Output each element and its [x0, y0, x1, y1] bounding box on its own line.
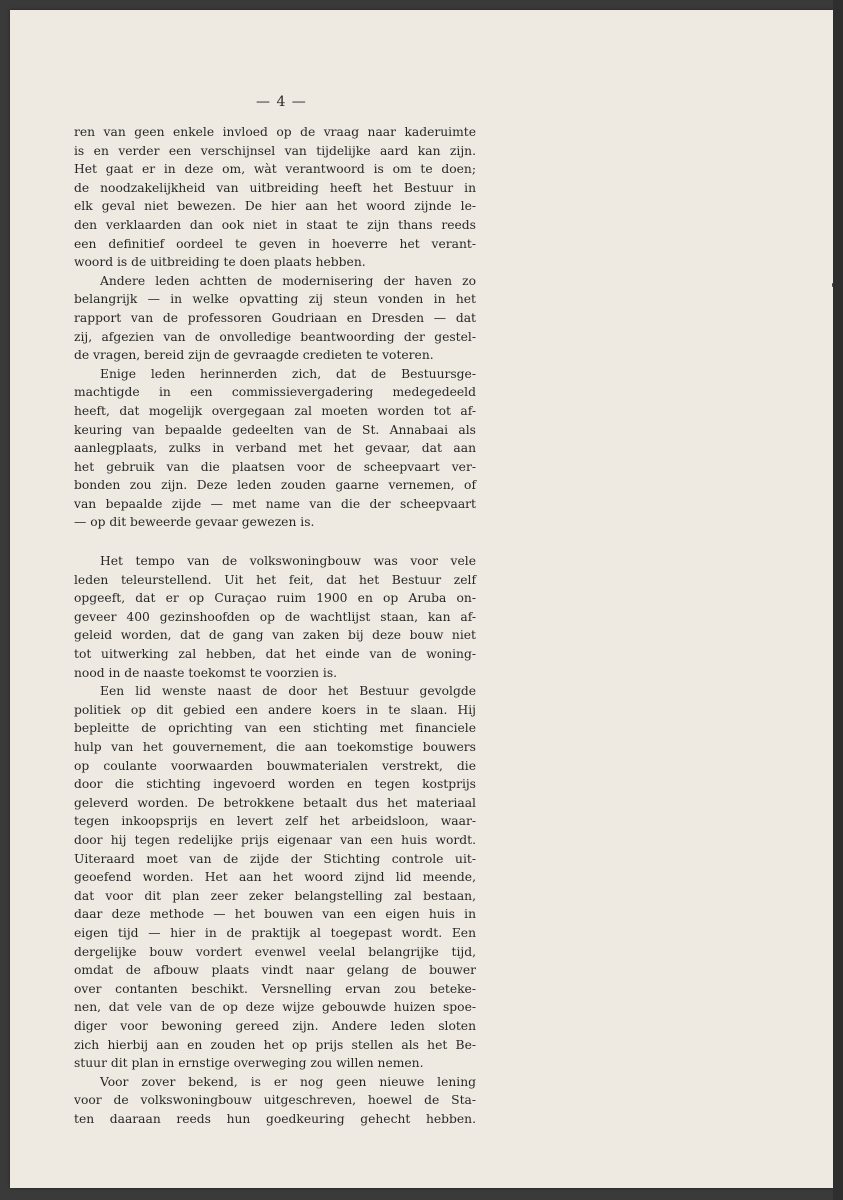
text-line: ten daaraan reeds hun goedkeuring gehecht hebben. — [74, 1111, 476, 1126]
text-line: de noodzakelijkheid van uitbreiding heeft het Bestuur in — [74, 180, 476, 195]
text-line: Het tempo van de volkswoningbouw was voor vele — [100, 554, 476, 569]
text-line: — op dit beweerde gevaar gewezen is. — [74, 515, 315, 530]
text-line: heeft, dat mogelijk overgegaan zal moeten worden tot af- — [74, 403, 476, 418]
text-line: een definitief oordeel te geven in hoeverre het verant- — [74, 236, 476, 251]
text-line: omdat de afbouw plaats vindt naar gelang de bouwer — [74, 963, 476, 978]
page-number: — 4 — — [256, 94, 307, 110]
text-line: het gebruik van die plaatsen voor de scheepvaart ver- — [74, 459, 476, 474]
text-line: stuur dit plan in ernstige overweging zou willen nemen. — [74, 1056, 424, 1071]
text-line: machtigde in een commissievergadering medegedeeld — [74, 385, 476, 400]
text-line: woord is de uitbreiding te doen plaats hebben. — [74, 255, 366, 270]
text-line: geleid worden, dat de gang van zaken bij deze bouw niet — [74, 628, 476, 643]
text-line: bepleitte de oprichting van een stichting met financiele — [74, 721, 476, 736]
text-line: de vragen, bereid zijn de gevraagde credieten te voteren. — [74, 348, 434, 363]
text-line: over contanten beschikt. Versnelling ervan zou beteke- — [74, 981, 476, 996]
text-line: Voor zover bekend, is er nog geen nieuwe lening — [100, 1074, 476, 1089]
text-line: aanlegplaats, zulks in verband met het gevaar, dat aan — [74, 441, 476, 456]
text-line: Andere leden achtten de modernisering der haven zo — [100, 273, 476, 288]
text-line: dergelijke bouw vordert evenwel veelal belangrijke tijd, — [74, 944, 476, 959]
text-line: geoefend worden. Het aan het woord zijnd lid meende, — [74, 870, 476, 885]
text-line: politiek op dit gebied een andere koers in te slaan. Hij — [74, 702, 476, 717]
text-line: nen, dat vele van de op deze wijze gebouwde huizen spoe- — [74, 1000, 476, 1015]
text-line: tot uitwerking zal hebben, dat het einde van de woning- — [74, 647, 476, 662]
text-line: ren van geen enkele invloed op de vraag naar kaderuimte — [74, 125, 476, 139]
text-line: geleverd worden. De betrokkene betaalt dus het materiaal — [74, 795, 476, 810]
text-line: op coulante voorwaarden bouwmaterialen verstrekt, die — [74, 758, 476, 773]
text-line: nood in de naaste toekomst te voorzien is. — [74, 665, 338, 680]
body-text — [74, 123, 476, 1128]
text-line: is en verder een verschijnsel van tijdelijke aard kan zijn. — [74, 143, 476, 158]
document-page — [10, 10, 833, 1188]
text-line: daar deze methode — het bouwen van een eigen huis in — [74, 907, 476, 922]
text-line: elk geval niet bewezen. De hier aan het woord zijnde le- — [74, 199, 476, 214]
text-line: Een lid wenste naast de door het Bestuur gevolgde — [100, 684, 476, 699]
text-line: diger voor bewoning gereed zijn. Andere leden sloten — [74, 1018, 476, 1033]
text-line: hulp van het gouvernement, die aan toekomstige bouwers — [74, 740, 476, 754]
text-line: bonden zou zijn. Deze leden zouden gaarne vernemen, of — [74, 478, 476, 493]
text-line: tegen inkoopsprijs en levert zelf het arbeidsloon, waar- — [74, 814, 476, 829]
text-line: Enige leden herinnerden zich, dat de Bestuursge- — [100, 366, 476, 381]
text-line: belangrijk — in welke opvatting zij steun vonden in het — [74, 292, 476, 307]
text-line: door hij tegen redelijke prijs eigenaar van een huis wordt. — [74, 832, 476, 847]
text-line: keuring van bepaalde gedeelten van de St. Annabaai als — [74, 422, 476, 437]
text-line: leden teleurstellend. Uit het feit, dat het Bestuur zelf — [74, 572, 476, 587]
scan-border — [833, 0, 843, 1200]
text-line: zij, afgezien van de onvolledige beantwoording der gestel- — [74, 329, 476, 344]
text-line: eigen tijd — hier in de praktijk al toegepast wordt. Een — [74, 925, 476, 940]
text-line: den verklaarden dan ook niet in staat te zijn thans reeds — [74, 217, 476, 232]
text-line: dat voor dit plan zeer zeker belangstelling zal bestaan, — [74, 888, 476, 903]
text-line: voor de volkswoningbouw uitgeschreven, hoewel de Sta- — [74, 1093, 476, 1108]
paragraph-gap — [74, 532, 476, 552]
text-line: rapport van de professoren Goudriaan en Dresden — dat — [74, 310, 476, 325]
text-line: Het gaat er in deze om, wàt verantwoord is om te doen; — [74, 162, 476, 177]
text-line: van bepaalde zijde — met name van die der scheepvaart — [74, 496, 476, 511]
text-line: door die stichting ingevoerd worden en tegen kostprijs — [74, 777, 476, 792]
text-line: opgeeft, dat er op Curaçao ruim 1900 en op Aruba on- — [74, 591, 476, 606]
text-line: zich hierbij aan en zouden het op prijs stellen als het Be- — [74, 1037, 476, 1052]
text-line: Uiteraard moet van de zijde der Stichting controle uit- — [74, 851, 476, 866]
text-line: geveer 400 gezinshoofden op de wachtlijst staan, kan af- — [74, 609, 476, 624]
